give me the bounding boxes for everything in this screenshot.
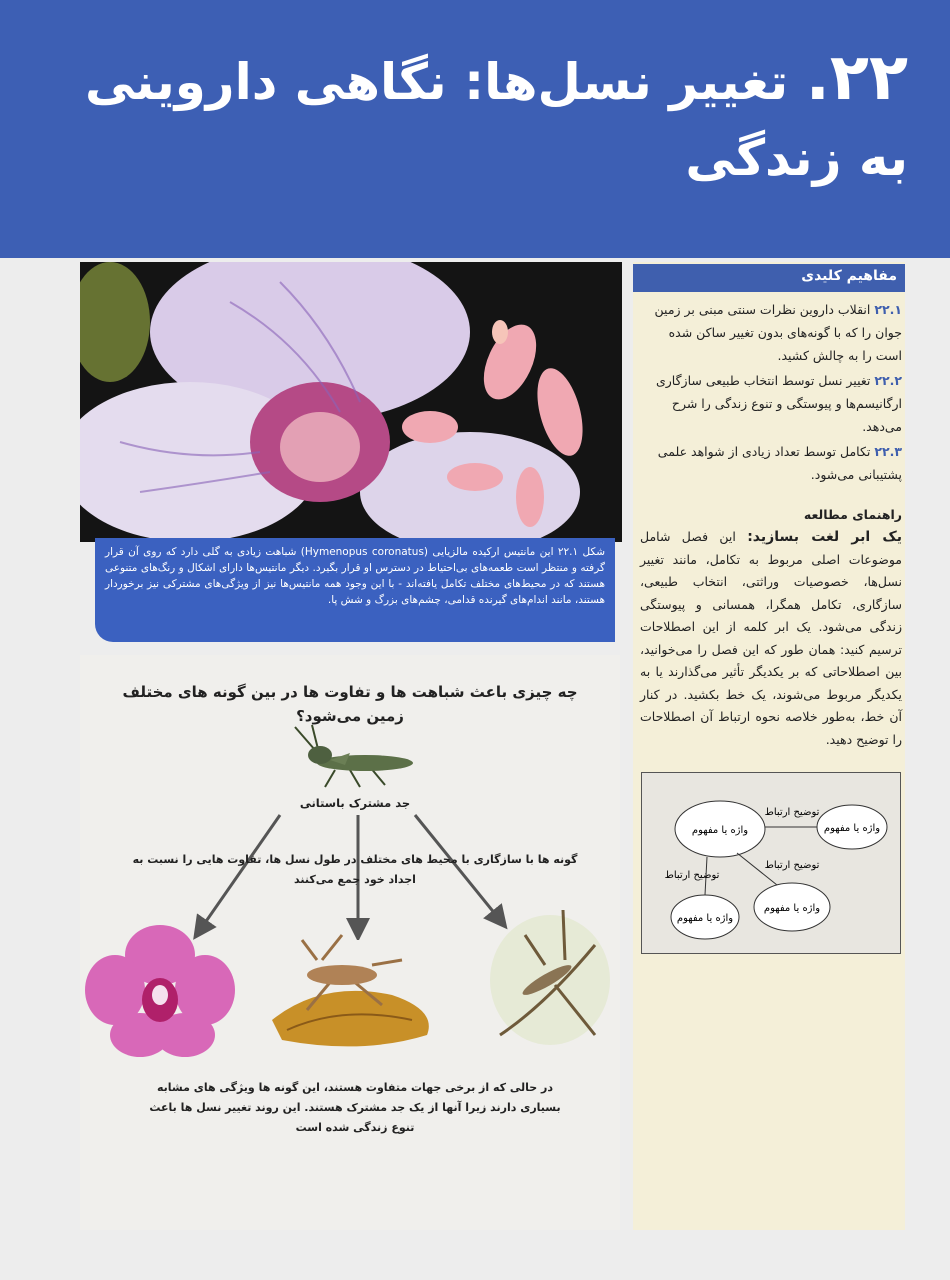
stick-mantis-illustration [485, 905, 615, 1055]
concept-link-label: توضیح ارتباط [764, 807, 820, 818]
concept-link-label: توضیح ارتباط [764, 860, 820, 871]
leaf-mantis-illustration [262, 920, 442, 1050]
adaptation-text: گونه ها با سازگاری با محیط های مختلف در طول نسل ها، تفاوت هایی را نسبت به اجداد خود جمع می‌کنند [132, 853, 578, 886]
orchid-mantis-illustration [85, 915, 235, 1065]
study-guide-body [640, 526, 902, 751]
orchid-mantis-photo [80, 262, 622, 542]
key-concept-number: ۲۲.۱ [874, 302, 902, 317]
chapter-title [48, 40, 908, 196]
study-guide-title: راهنمای مطالعه [803, 507, 902, 522]
concept-map [641, 772, 901, 954]
concept-node-label: واژه یا مفهوم [763, 903, 821, 914]
study-guide-text: این فصل شامل موضوعات اصلی مربوط به تکامل، مانند تغییر نسل‌ها، خصوصیات وراثتی، انتخاب طبیعی، سازگاری، تکامل همگرا، همسانی و پیوستگی زندگی می‌شود. یک ابر کلمه از این اصطلاحات ترسیم کنید: همان طور که این فصل را می‌خوانید، بین اصطلاحاتی که بر یکدیگر تأثیر می‌گذارند یا به یکدیگر مربوط می‌شوند، یک خط بکشید. در کنار آن خط، به‌طور خلاصه نحوه ارتباط آن اصطلاحات را توضیح دهید. [640, 529, 902, 747]
chapter-number: ۲۲. [805, 41, 908, 115]
concept-node-label: واژه یا مفهوم [691, 825, 749, 836]
key-concept-item [640, 369, 902, 438]
key-concept-text: تغییر نسل توسط انتخاب طبیعی سازگاری ارگانیسم‌ها و پیوستگی و تنوع زندگی را شرح می‌دهد. [655, 373, 902, 434]
key-concepts-list [640, 298, 902, 488]
ancestor-label: جد مشترک باستانی [299, 796, 411, 810]
concept-node-label: واژه یا مفهوم [823, 823, 881, 834]
concept-node-label: واژه یا مفهوم [676, 913, 734, 924]
figure-question: چه چیزی باعث شباهت ها و تفاوت ها در بین گونه های مختلف زمین می‌شود؟ [122, 683, 578, 725]
key-concept-text: تکامل توسط تعداد زیادی از شواهد علمی پشتیبانی می‌شود. [657, 444, 902, 482]
key-concepts-title: مفاهیم کلیدی [633, 264, 905, 292]
ancestor-insect-illustration [290, 725, 420, 795]
chapter-title-text: تغییر نسل‌ها: نگاهی داروینی به زندگی [84, 53, 908, 187]
key-concept-text: انقلاب داروین نظرات سنتی مبنی بر زمین جوان را که با گونه‌های بدون تغییر ساکن شده است را به چالش کشید. [654, 302, 902, 363]
key-concept-item [640, 298, 902, 367]
concept-link-label: توضیح ارتباط [664, 870, 720, 881]
figure-caption: شکل ۲۲.۱ این مانتیس ارکیده مالزیایی (Hymenopus coronatus) شباهت زیادی به گلی دارد که روی آن قرار گرفته و منتظر است طعمه‌های بی‌احتیاط در دسترس او قرار بگیرد. دیگر مانتیس‌ها دارای اشکال و رنگ‌های متنوعی هستند که در محیط‌های مختلف تکامل یافته‌اند - با این وجود همه مانتیس‌ها نیز از ویژگی‌های مشترکی نیز برخوردار هستند، مانند اندام‌های گیرنده قدامی، چشم‌های بزرگ و شش پا. [95, 538, 615, 642]
study-guide-lead: یک ابر لغت بسازید: [747, 529, 902, 545]
conclusion-text: در حالی که از برخی جهات متفاوت هستند، این گونه ها ویژگی های مشابه بسیاری دارند زیرا آنها از یک جد مشترک هستند. این روند تغییر نسل ها باعث تنوع زندگی شده است [149, 1081, 561, 1134]
key-concept-item [640, 440, 902, 486]
key-concept-number: ۲۲.۳ [874, 444, 902, 459]
chapter-header [0, 0, 950, 258]
key-concept-number: ۲۲.۲ [874, 373, 902, 388]
